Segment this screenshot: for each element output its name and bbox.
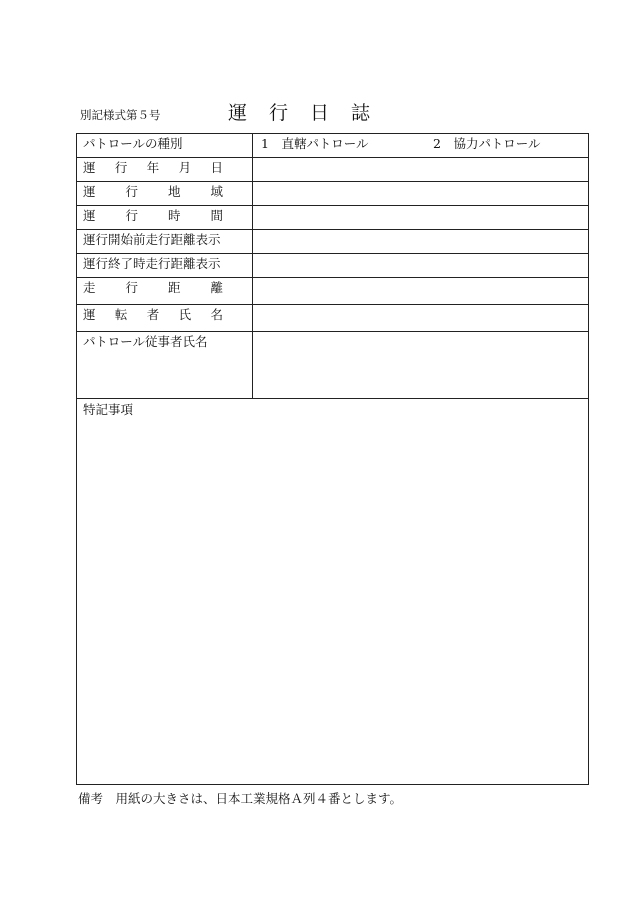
patrol-staff-row	[77, 332, 589, 399]
operation-area-label	[77, 182, 253, 206]
distance-field[interactable]	[253, 278, 589, 305]
operation-time-row	[77, 206, 589, 230]
title-char: 行	[269, 102, 289, 124]
distance-label	[77, 278, 253, 305]
label-char: 日	[210, 160, 223, 175]
label-char: 行	[125, 280, 138, 295]
title-char: 運	[228, 102, 248, 124]
label-char: 月	[178, 160, 192, 175]
patrol-staff-label: パトロール従事者氏名	[77, 332, 253, 399]
start-odometer-field[interactable]	[253, 230, 589, 254]
label-char: 地	[167, 184, 181, 199]
patrol-type-label: パトロールの種別	[77, 134, 253, 158]
label-char: 距	[167, 280, 181, 295]
label-char: 域	[210, 184, 223, 199]
label-char: 運	[83, 307, 96, 322]
end-odometer-label: 運行終了時走行距離表示	[77, 254, 253, 278]
start-odometer-label: 運行開始前走行距離表示	[77, 230, 253, 254]
label-char: 運	[83, 208, 96, 223]
label-char: 行	[125, 184, 138, 199]
special-notes-row	[77, 399, 589, 785]
label-char: 者	[146, 307, 160, 322]
title-char: 日	[310, 102, 330, 124]
operation-area-row	[77, 182, 589, 206]
driver-name-field[interactable]	[253, 305, 589, 332]
operation-area-field[interactable]	[253, 182, 589, 206]
label-char: 年	[146, 160, 160, 175]
label-char: 運	[83, 184, 96, 199]
label-char: 時	[167, 208, 181, 223]
driver-name-row	[77, 305, 589, 332]
patrol-type-options[interactable]	[253, 134, 589, 158]
end-odometer-field[interactable]	[253, 254, 589, 278]
special-notes-field[interactable]	[77, 399, 589, 785]
label-char: 走	[83, 280, 96, 295]
document-title	[228, 98, 370, 125]
operation-date-label	[77, 158, 253, 182]
patrol-staff-field[interactable]	[253, 332, 589, 399]
operation-date-field[interactable]	[253, 158, 589, 182]
cooperative-patrol-option[interactable]: 2 協力パトロール	[433, 136, 541, 151]
label-char: 行	[114, 160, 128, 175]
operation-date-row	[77, 158, 589, 182]
label-char: 氏	[178, 307, 192, 322]
direct-patrol-option[interactable]: 1 直轄パトロール	[261, 136, 369, 151]
patrol-type-row	[77, 134, 589, 158]
operation-time-field[interactable]	[253, 206, 589, 230]
label-char: 行	[125, 208, 138, 223]
remarks-note: 備考 用紙の大きさは、日本工業規格Ａ列４番とします。	[78, 791, 403, 806]
start-odometer-row	[77, 230, 589, 254]
driver-name-label	[77, 305, 253, 332]
log-form-table	[76, 133, 589, 785]
label-char: 転	[114, 307, 128, 322]
label-char: 離	[210, 280, 223, 295]
title-char: 誌	[351, 102, 371, 124]
label-char: 名	[210, 307, 223, 322]
special-notes-label: 特記事項	[83, 402, 134, 417]
form-number: 別記様式第５号	[80, 108, 161, 122]
label-char: 運	[83, 160, 96, 175]
label-char: 間	[210, 208, 223, 223]
distance-row	[77, 278, 589, 305]
end-odometer-row	[77, 254, 589, 278]
operation-time-label	[77, 206, 253, 230]
